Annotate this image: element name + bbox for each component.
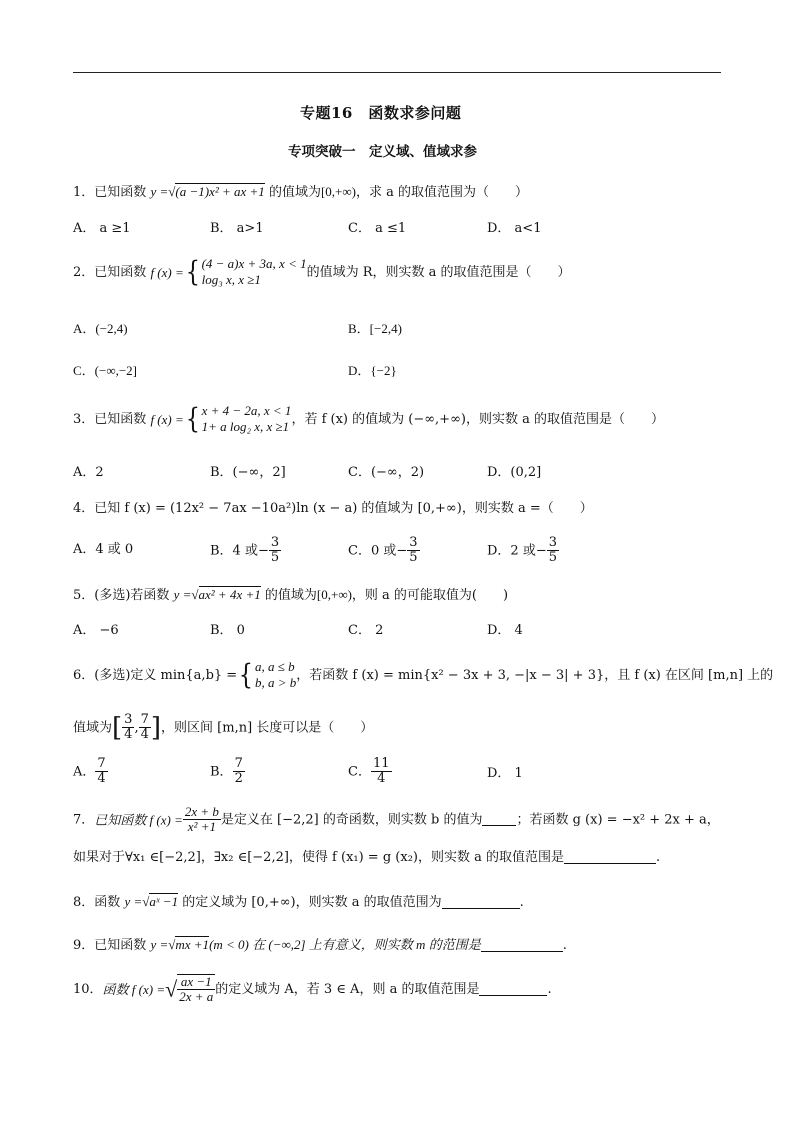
question-number: 9． — [73, 938, 95, 953]
question-number: 1． — [73, 185, 95, 200]
option-c: C． 2 — [348, 623, 384, 638]
option-d: D．(0,2] — [487, 465, 542, 480]
question-text: ，则 a 的可能取值为( ) — [351, 588, 509, 603]
question-number: 6． — [73, 667, 95, 683]
question-8: 8．函数 y =√aˣ −1 的定义域为 [0,+∞)，则实数 a 的取值范围为 . — [73, 894, 524, 910]
question-number: 8． — [73, 895, 95, 910]
question-text: (多选)定义 min{a,b} = — [94, 667, 238, 683]
formula-radicand: aˣ −1 — [149, 894, 179, 909]
answer-blank[interactable] — [442, 896, 520, 909]
option-c: C．0 或− $\frac{3}{5}$ — [348, 535, 418, 566]
question-number: 2． — [73, 264, 95, 280]
question-text: 的值域为 — [268, 185, 321, 200]
formula-radicand: ax² + 4x +1 — [198, 587, 261, 602]
option-a: A．4 或 0 — [73, 542, 134, 557]
question-text: ，若 f (x) 的值域为 (−∞,+∞)，则实数 a 的取值范围是（ ） — [291, 411, 664, 427]
question-number: 7． — [73, 812, 95, 828]
question-number: 4． — [73, 501, 95, 516]
option-c: C．(−∞,−2] — [73, 363, 138, 378]
piecewise: (4 − a)x + 3a, x < 1 log₃ x, x ≥1 — [201, 256, 307, 288]
question-5: 5．(多选)若函数 y =√ax² + 4x +1 的值域为[0,+∞)，则 a 的可能取值为( ) — [73, 587, 509, 603]
option-d: D． a<1 — [487, 221, 542, 236]
question-text: 已知 f (x) = (12x² − 7ax −10a²)ln (x − a) 的值域为 [0,+∞)，则实数 a =（ ） — [94, 501, 593, 516]
answer-blank[interactable] — [481, 939, 563, 952]
question-7-line-2: 如果对于∀x₁ ∈[−2,2]，∃x₂ ∈[−2,2]，使得 f (x₁) = g (x₂)，则实数 a 的取值范围是 . — [73, 850, 661, 865]
piecewise: a, a ≤ b b, a > b — [255, 659, 297, 691]
question-10: 10．函数 f (x) =√ $\frac{ax -1}{2x + a}$ 的定义域为 A，若 3 ∈ A，则 a 的取值范围是 . — [73, 974, 552, 1005]
question-text: ，求 a 的取值范围为（ ） — [355, 185, 528, 200]
formula: y = — [150, 184, 169, 199]
option-b: B．4 或− $\frac{3}{5}$ — [210, 535, 280, 566]
interval: [0,+∞) — [316, 587, 352, 602]
option-b: B． $\frac{7}{2}$ — [210, 756, 243, 787]
formula-radicand: mx +1 — [175, 937, 210, 952]
option-b: B． a>1 — [210, 221, 264, 236]
option-b: B．[−2,4) — [348, 321, 402, 336]
option-a: A．(−2,4) — [73, 321, 128, 336]
interval: [0,+∞) — [320, 184, 356, 199]
question-7: 7．已知函数 f (x) = $\frac{2x + b}{\text{x² +1}}$ 是定义在 [−2,2] 的奇函数，则实数 b 的值为 ；若函数 g (x) = −x² + 2x + a， — [73, 804, 720, 835]
answer-blank[interactable] — [482, 813, 516, 826]
option-c: C．(−∞，2) — [348, 465, 425, 480]
header-rule — [73, 72, 721, 73]
question-text: 的值域为 — [264, 588, 317, 603]
page-title: 专题16 函数求参问题 — [300, 104, 462, 122]
option-a: A． a ≥1 — [73, 221, 131, 236]
question-number: 3． — [73, 411, 95, 427]
formula-radicand: (a −1)x² + ax +1 — [175, 184, 265, 199]
section-subtitle: 专项突破一 定义域、值域求参 — [288, 144, 477, 160]
question-text: 已知函数 — [94, 185, 147, 200]
piecewise: x + 4 − 2a, x < 1 1+ a log₂ x, x ≥1 — [201, 403, 292, 435]
option-b: B．(−∞，2] — [210, 465, 286, 480]
question-text: 已知函数 — [94, 264, 147, 280]
option-d: D．2 或− $\frac{3}{5}$ — [487, 535, 558, 566]
question-2: 2．已知函数 f (x) ={ (4 − a)x + 3a, x < 1 log₃ x, x ≥1 的值域为 R，则实数 a 的取值范围是（ ） — [73, 255, 571, 289]
answer-blank[interactable] — [479, 983, 547, 996]
question-number: 5． — [73, 588, 95, 603]
option-d: D．{−2} — [348, 363, 397, 378]
question-4 — [73, 502, 593, 515]
question-6-line-2: 值域为[ $\frac{3}{4}$ , $\frac{7}{4}$ ]，则区间 [m,n] 长度可以是（ ） — [73, 712, 374, 743]
question-text: 已知函数 — [94, 411, 147, 427]
option-d: D． 4 — [487, 623, 523, 638]
option-c: C． $\frac{11}{4}$ — [348, 756, 390, 787]
question-3: 3．已知函数 f (x) ={ x + 4 − 2a, x < 1 1+ a log₂ x, x ≥1 ，若 f (x) 的值域为 (−∞,+∞)，则实数 a 的取值范围是（ ） — [73, 402, 664, 436]
option-c: C． a ≤1 — [348, 221, 407, 236]
option-d: D． 1 — [487, 766, 523, 781]
answer-blank[interactable] — [564, 851, 656, 864]
question-1: 1．已知函数 y =√(a −1)x² + ax +1 的值域为[0,+∞)，求 a 的取值范围为（ ） — [73, 184, 528, 200]
question-text: (多选)若函数 — [94, 588, 170, 603]
option-b: B． 0 — [210, 623, 245, 638]
question-9: 9．已知函数 y =√mx +1(m < 0) 在 (−∞,2] 上有意义，则实数 m 的范围是 . — [73, 937, 567, 953]
question-text: ，若函数 f (x) = min{x² − 3x + 3, −|x − 3| + 3}，且 f (x) 在区间 [m,n] 上的 — [296, 667, 774, 683]
option-a: A． $\frac{7}{4}$ — [73, 756, 106, 787]
question-number: 10． — [73, 981, 103, 997]
option-a: A． −6 — [73, 623, 119, 638]
option-a: A．2 — [73, 465, 104, 480]
question-text: 的值域为 R，则实数 a 的取值范围是（ ） — [306, 264, 571, 280]
question-6: 6．(多选)定义 min{a,b} ={ a, a ≤ b b, a > b ，若函数 f (x) = min{x² − 3x + 3, −|x − 3| + 3}，且 f (x) 在区间 [m,n] 上的 — [73, 658, 774, 692]
